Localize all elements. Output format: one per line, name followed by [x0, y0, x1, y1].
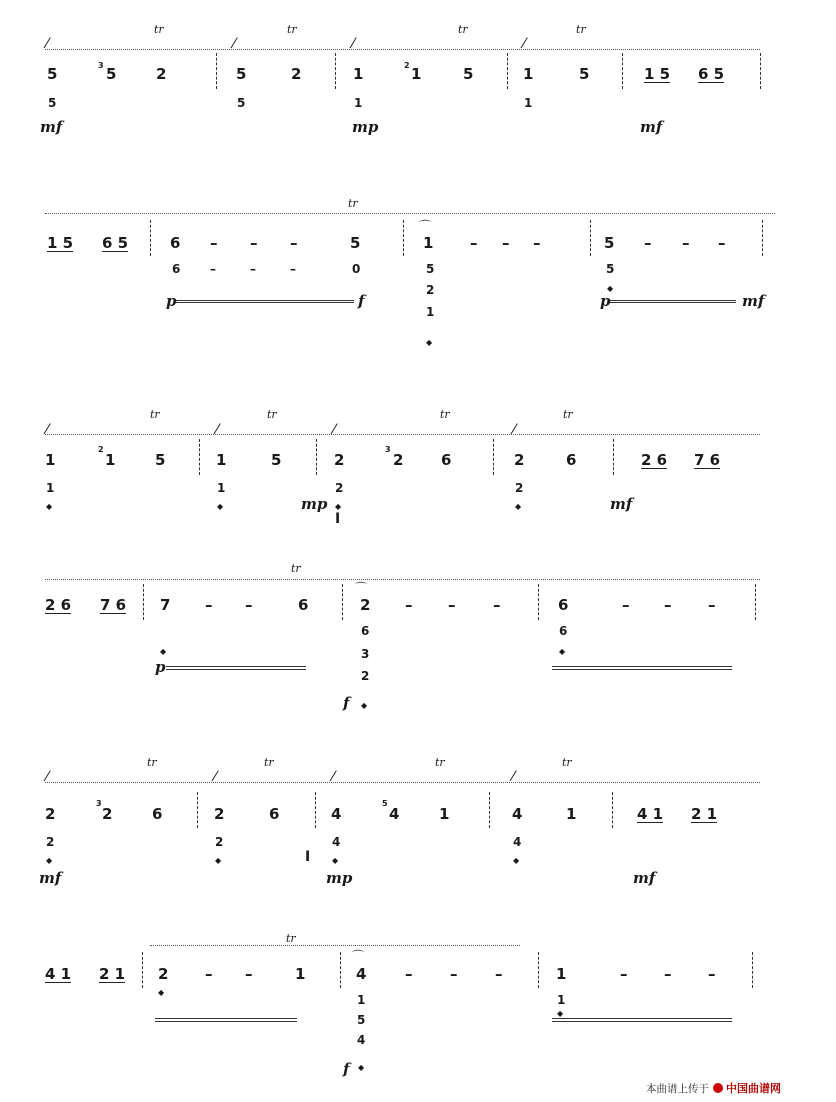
- accent-mark: ◆: [513, 856, 520, 865]
- note-dash: –: [495, 965, 503, 983]
- lower-dash: –: [210, 262, 216, 276]
- fermata: ⌒: [355, 581, 368, 595]
- note: 1: [556, 965, 567, 983]
- note: 2: [156, 65, 167, 83]
- note-dash: –: [448, 596, 456, 614]
- barline: [150, 220, 152, 256]
- note: 6: [656, 451, 668, 469]
- note-dash: –: [622, 596, 630, 614]
- barline: [538, 952, 540, 988]
- trill-mark: tr: [286, 932, 296, 945]
- lower-note: 2: [515, 481, 524, 495]
- note-dash: –: [533, 234, 541, 252]
- note: 6: [558, 596, 569, 614]
- note: 5: [47, 65, 58, 83]
- note-dash: –: [682, 234, 690, 252]
- chord-note: 3: [361, 647, 370, 661]
- trill-mark: tr: [576, 23, 586, 36]
- note: 1: [644, 65, 655, 83]
- crescendo-line: [552, 1018, 732, 1019]
- note-dash: –: [718, 234, 726, 252]
- trill-mark: tr: [435, 756, 445, 769]
- note-dash: –: [405, 596, 413, 614]
- note: 1: [439, 805, 450, 823]
- lower-note: 4: [332, 835, 341, 849]
- note-dash: –: [290, 234, 298, 252]
- note: 5: [604, 234, 615, 252]
- accent-mark: ◆: [515, 502, 522, 511]
- note: 1: [706, 805, 718, 823]
- lower-note: 5: [48, 96, 57, 110]
- crescendo-line: [176, 300, 354, 301]
- watermark: [646, 1079, 781, 1095]
- accent-mark: ◆: [426, 338, 433, 347]
- slash-mark: ⁄: [216, 422, 219, 438]
- dynamic-mark: f: [343, 694, 350, 712]
- note: 6: [269, 805, 280, 823]
- slash-mark: ⁄: [46, 769, 49, 785]
- note: 1: [652, 805, 664, 823]
- dynamic-mark: mf: [640, 118, 663, 136]
- trill-mark: tr: [267, 408, 277, 421]
- note-dash: –: [450, 965, 458, 983]
- slash-mark: ⁄: [523, 36, 526, 52]
- slash-mark: ⁄: [332, 769, 335, 785]
- watermark-prefix: 本曲谱上传于: [646, 1083, 709, 1095]
- note-dash: –: [620, 965, 628, 983]
- barline: [507, 53, 509, 89]
- note: 6: [441, 451, 452, 469]
- chord-note: 4: [357, 1033, 366, 1047]
- barline: [316, 439, 318, 475]
- barline: [613, 439, 615, 475]
- note-group: [99, 967, 125, 983]
- dynamic-mark: mp: [326, 869, 353, 887]
- crescendo-line: [166, 669, 306, 670]
- slash-mark: ⁄: [214, 769, 217, 785]
- lower-dash: –: [250, 262, 256, 276]
- trill-line: [45, 782, 760, 783]
- note: 4: [637, 805, 648, 823]
- note-group: [45, 598, 71, 614]
- barline: [493, 439, 495, 475]
- lower-note: 1: [524, 96, 533, 110]
- lower-note: 0: [352, 262, 361, 276]
- barline: [342, 584, 344, 620]
- note: 5: [236, 65, 247, 83]
- note: 5: [350, 234, 361, 252]
- note: 4: [389, 805, 400, 823]
- note: 7: [160, 596, 171, 614]
- grace-note: 3: [385, 445, 391, 454]
- note: 6: [566, 451, 577, 469]
- dynamic-mark: f: [343, 1060, 350, 1078]
- accent-mark: ◆: [361, 701, 368, 710]
- note-group: [637, 807, 663, 823]
- barline: [622, 53, 624, 89]
- note: 1: [523, 65, 534, 83]
- trill-mark: tr: [348, 197, 358, 210]
- note: 5: [117, 234, 129, 252]
- dynamic-mark: p: [166, 292, 177, 310]
- note: 2: [291, 65, 302, 83]
- slash-mark: ⁄: [333, 422, 336, 438]
- crescendo-line: [552, 666, 732, 667]
- note: 2: [99, 965, 110, 983]
- note: 6: [170, 234, 181, 252]
- note: 5: [579, 65, 590, 83]
- note: 1: [411, 65, 422, 83]
- trill-line: [45, 213, 775, 214]
- note: 6: [60, 596, 72, 614]
- accent-mark: ◆: [46, 856, 53, 865]
- note: 6: [698, 65, 709, 83]
- accent-mark: ◆: [46, 502, 53, 511]
- chord-note: 1: [357, 993, 366, 1007]
- roman-marker: Ⅰ: [335, 511, 341, 527]
- trill-mark: tr: [440, 408, 450, 421]
- note: 4: [356, 965, 367, 983]
- trill-line: [45, 434, 760, 435]
- chord-note: 2: [361, 669, 370, 683]
- crescendo-line: [610, 302, 736, 303]
- note-dash: –: [245, 965, 253, 983]
- note-dash: –: [245, 596, 253, 614]
- crescendo-line: [552, 669, 732, 670]
- note: 2: [514, 451, 525, 469]
- trill-mark: tr: [562, 756, 572, 769]
- note: 5: [271, 451, 282, 469]
- lower-note: 4: [513, 835, 522, 849]
- note-group: [698, 67, 724, 83]
- note-dash: –: [493, 596, 501, 614]
- crescendo-line: [552, 1021, 732, 1022]
- note-group: [641, 453, 667, 469]
- barline: [142, 952, 144, 988]
- barline: [216, 53, 218, 89]
- dynamic-mark: p: [600, 292, 611, 310]
- barline: [752, 952, 754, 988]
- trill-line: [45, 579, 760, 580]
- lower-dash: –: [290, 262, 296, 276]
- lower-note: 6: [172, 262, 181, 276]
- lower-note: 1: [557, 993, 566, 1007]
- lower-note: 1: [217, 481, 226, 495]
- trill-mark: tr: [154, 23, 164, 36]
- barline: [755, 584, 757, 620]
- slash-mark: ⁄: [352, 36, 355, 52]
- accent-mark: ◆: [559, 647, 566, 656]
- note-dash: –: [708, 965, 716, 983]
- lower-note: 2: [215, 835, 224, 849]
- slash-mark: ⁄: [233, 36, 236, 52]
- note-dash: –: [708, 596, 716, 614]
- trill-mark: tr: [287, 23, 297, 36]
- trill-mark: tr: [291, 562, 301, 575]
- trill-mark: tr: [458, 23, 468, 36]
- barline: [538, 584, 540, 620]
- note-group: [644, 67, 670, 83]
- accent-mark: ◆: [160, 647, 167, 656]
- barline: [612, 792, 614, 828]
- lower-note: 2: [335, 481, 344, 495]
- dynamic-mark: mp: [352, 118, 379, 136]
- note: 2: [691, 805, 702, 823]
- watermark-site: 中国曲谱网: [726, 1082, 781, 1095]
- trill-mark: tr: [150, 408, 160, 421]
- site-logo-icon: [713, 1083, 723, 1093]
- note: 1: [105, 451, 116, 469]
- note: 6: [298, 596, 309, 614]
- dynamic-mark: mf: [633, 869, 656, 887]
- barline: [315, 792, 317, 828]
- note: 2: [102, 805, 113, 823]
- note: 1: [216, 451, 227, 469]
- trill-line: [150, 945, 520, 946]
- crescendo-line: [176, 302, 354, 303]
- grace-note: 3: [98, 61, 104, 70]
- grace-note: 3: [96, 799, 102, 808]
- note: 7: [694, 451, 705, 469]
- note-dash: –: [205, 596, 213, 614]
- barline: [403, 220, 405, 256]
- accent-mark: ◆: [332, 856, 339, 865]
- note: 2: [158, 965, 169, 983]
- chord-note: 1: [426, 305, 435, 319]
- note-dash: –: [664, 596, 672, 614]
- lower-note: 1: [354, 96, 363, 110]
- barline: [340, 952, 342, 988]
- note: 4: [512, 805, 523, 823]
- note-group: [47, 236, 73, 252]
- note: 5: [463, 65, 474, 83]
- note: 1: [423, 234, 434, 252]
- note: 5: [106, 65, 117, 83]
- accent-mark: ◆: [215, 856, 222, 865]
- note: 6: [115, 596, 127, 614]
- accent-mark: ◆: [557, 1009, 564, 1018]
- grace-note: 2: [404, 61, 410, 70]
- note-dash: –: [644, 234, 652, 252]
- accent-mark: ◆: [158, 988, 165, 997]
- note: 5: [713, 65, 725, 83]
- dynamic-mark: mf: [39, 869, 62, 887]
- crescendo-line: [155, 1021, 297, 1022]
- lower-note: 5: [237, 96, 246, 110]
- slash-mark: ⁄: [46, 36, 49, 52]
- note: 6: [102, 234, 113, 252]
- lower-note: 6: [559, 624, 568, 638]
- dynamic-mark: p: [155, 658, 166, 676]
- accent-mark: ◆: [335, 502, 342, 511]
- note: 2: [393, 451, 404, 469]
- note: 4: [45, 965, 56, 983]
- note-dash: –: [470, 234, 478, 252]
- crescendo-line: [610, 300, 736, 301]
- note-dash: –: [250, 234, 258, 252]
- note-group: [100, 598, 126, 614]
- note: 2: [334, 451, 345, 469]
- slash-mark: ⁄: [512, 769, 515, 785]
- note: 2: [360, 596, 371, 614]
- dynamic-mark: mf: [742, 292, 765, 310]
- note: 1: [353, 65, 364, 83]
- barline: [199, 439, 201, 475]
- note: 4: [331, 805, 342, 823]
- barline: [590, 220, 592, 256]
- crescendo-line: [166, 666, 306, 667]
- accent-mark: ◆: [217, 502, 224, 511]
- barline: [489, 792, 491, 828]
- chord-note: 5: [426, 262, 435, 276]
- note-group: [694, 453, 720, 469]
- note-dash: –: [502, 234, 510, 252]
- note: 1: [295, 965, 306, 983]
- slash-mark: ⁄: [46, 422, 49, 438]
- note: 1: [45, 451, 56, 469]
- note: 1: [47, 234, 58, 252]
- lower-note: 2: [46, 835, 55, 849]
- lower-note: 5: [606, 262, 615, 276]
- note-group: [45, 967, 71, 983]
- accent-mark: ◆: [607, 284, 614, 293]
- barline: [143, 584, 145, 620]
- grace-note: 2: [98, 445, 104, 454]
- dynamic-mark: f: [358, 292, 365, 310]
- lower-note: 1: [46, 481, 55, 495]
- trill-mark: tr: [147, 756, 157, 769]
- dynamic-mark: mp: [301, 495, 328, 513]
- chord-note: 2: [426, 283, 435, 297]
- note-dash: –: [664, 965, 672, 983]
- note-dash: –: [405, 965, 413, 983]
- crescendo-line: [155, 1018, 297, 1019]
- trill-mark: tr: [264, 756, 274, 769]
- note-dash: –: [210, 234, 218, 252]
- note: 1: [60, 965, 72, 983]
- barline: [335, 53, 337, 89]
- fermata: ⌒: [352, 949, 365, 963]
- accent-mark: ◆: [358, 1063, 365, 1072]
- chord-note: 5: [357, 1013, 366, 1027]
- note: 1: [114, 965, 126, 983]
- roman-marker: Ⅰ: [305, 849, 311, 865]
- note: 6: [709, 451, 721, 469]
- trill-mark: tr: [563, 408, 573, 421]
- barline: [762, 220, 764, 256]
- barline: [197, 792, 199, 828]
- note: 2: [214, 805, 225, 823]
- note: 1: [566, 805, 577, 823]
- note-group: [102, 236, 128, 252]
- dynamic-mark: mf: [610, 495, 633, 513]
- note: 5: [62, 234, 74, 252]
- slash-mark: ⁄: [513, 422, 516, 438]
- dynamic-mark: mf: [40, 118, 63, 136]
- note: 7: [100, 596, 111, 614]
- note: 2: [45, 596, 56, 614]
- note: 2: [641, 451, 652, 469]
- note: 6: [152, 805, 163, 823]
- note-group: [691, 807, 717, 823]
- note: 5: [155, 451, 166, 469]
- note-dash: –: [205, 965, 213, 983]
- grace-note: 5: [382, 799, 388, 808]
- fermata: ⌒: [419, 219, 432, 233]
- note: 2: [45, 805, 56, 823]
- trill-line: [45, 49, 760, 50]
- chord-note: 6: [361, 624, 370, 638]
- note: 5: [659, 65, 671, 83]
- barline: [760, 53, 762, 89]
